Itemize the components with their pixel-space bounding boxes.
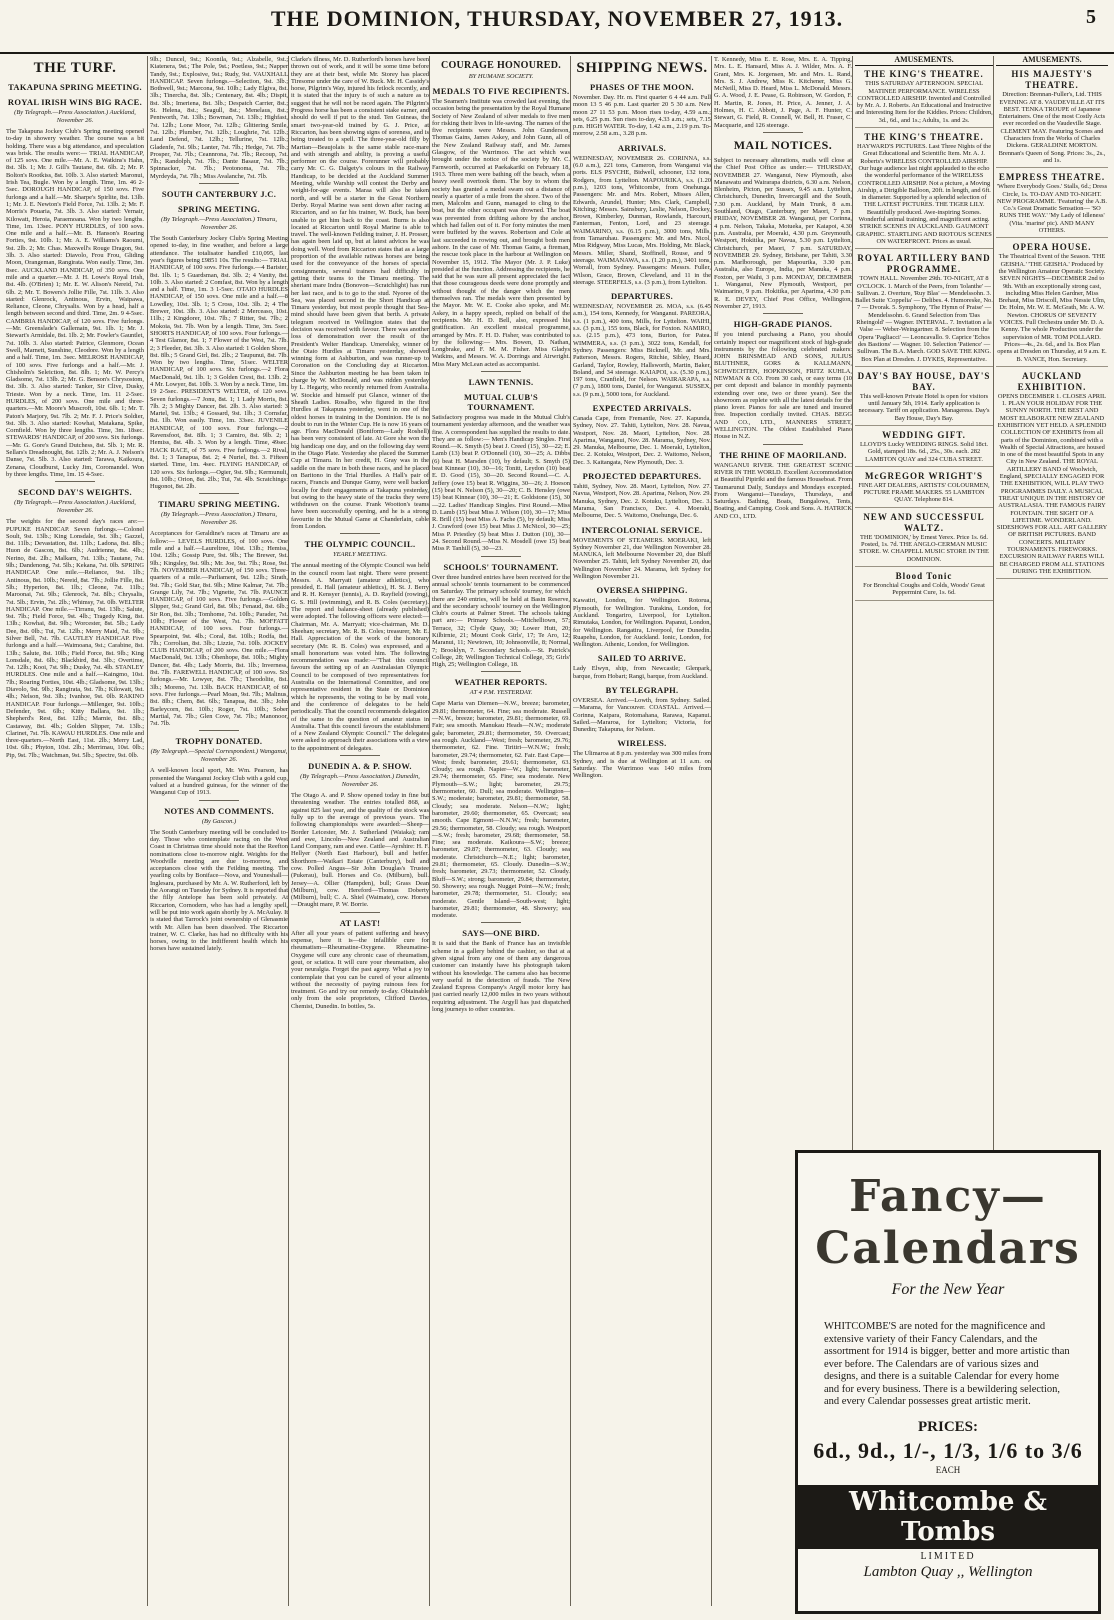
- article-body: Over three hundred entries have been received for the annual schools' tennis tournament to be commenced on Saturday. The primary schools' tourney, for which there are 240 entries, will be held at Basin Reserve, and the secondary schools' tourney on the Wellington Club's courts at Palmer Street. The schools taking part are:— Primary Schools.—Mitchelltown, 57; Terrace, 32; Clyde Quay, 30; Lower Hutt, 20; Kilbirnie, 21; Mount Cook Girls', 17; Te Aro, 12; Maranui, 11; Newtown, 10; Johnsonville, 8; Normal, 7; Brooklyn, 7. Secondary Schools.—St. Patrick's College, 28; Wellington Technical College, 35; Girls' High, 25; Wellington College, 18.: [432, 573, 570, 669]
- column-rule: [288, 56, 289, 1606]
- section-heading: AMUSEMENTS.: [996, 56, 1108, 66]
- amusement-advert: [855, 471, 993, 508]
- amusement-advert: [996, 172, 1108, 238]
- advert-tagline: For the New Year: [891, 1281, 1005, 1298]
- firm-logo: Whitcombe & Tombs: [798, 1485, 1098, 1549]
- divider: [481, 371, 521, 372]
- amusement-text: The Theatrical Event of the Season. 'THE GEISHA.' 'THE GEISHA.' Produced by the Wellington Amateur Operatic Society. SEVEN NIGHTS—DECEMBER 2nd to 9th. With an exceptionally strong cast, including Miss Helen Gardner, Miss Brehaut, Miss Driscoll, Miss Nessie Ulm, Dr. Holm, Mr. W. E. McGrath, Mr. A. W. Newton. CHORUS OF SEVENTY VOICES. Full Orchestra under Mr. D. A. Kenny. The whole Production under the supervision of MR. TOM POLLARD. Prices—4s., 2s. 6d., and 1s. Box Plan opens at Dresden on Thursday, at 9 a.m. E. B. VANCE, Hon. Secretary.: [997, 253, 1107, 363]
- amusement-text: TOWN HALL. November 29th. TO-NIGHT, AT 8 O'CLOCK. 1. March of the Peers, from 'Iolanthe' — Sullivan. 2. Overture, 'Ruy Blas' — Mendelssohn. 3. Ballet Suite 'Coppelia' — Delibes. 4. Humoreske, No. 7 — Dvorak. 5. Symphony, 'The Hymn of Praise' — Mendelssohn. 6. Grand Selection from 'Das Rheingold' — Wagner. INTERVAL. 7. Invitation a la Valse — Weber-Weingartner. 8. Selection from the Opera 'Pagliacci' — Leoncavallo. 9. Caprice 'Echos des Bastions' — Wagner. 10. Selection 'Patience' — Sullivan. The B.A. March. GOD SAVE THE KING. Box Plan at Dresden. J. DYKES, Representative.: [855, 275, 993, 363]
- amusement-text: LLOYD'S Lucky WEDDING RINGS. Solid 18ct. Gold, stamped 18s. 6d., 25s., 30s. each. 282 LAMBTON QUAY and 324 CUBA STREET.: [860, 440, 988, 463]
- article-body: The Takapuna Jockey Club's Spring meeting opened to-day in showery weather. The course was a bit holding. There was a big attendance, and speculation was brisk. The results were:— TRIAL HANDICAP, of 125 sovs. One mile.—Mr. A. E. Watkins's Hahn, 8st. 3lb. 1; Mr. J. Gill's Tautane, 8st. 6lb. 2; Mr. P. Bolton's Rootkiss, 8st. 10lb. 3. Also started: Maronui, Irish Tea, Bugle. Won by a length. Time, 1m. 46 2-5sec. DOROUGH HANDICAP, of 150 sovs. Five furlongs and a half.—Mr. Sharpe's Spirlite, 8st. 13lb. 1; Mr. J. E. Newton's Field Force, 7st. 13lb. 2; Mr. F. Morris's Pouaria, 7st. 3lb. 3. Also started: Vernair, Kilowatt, Heroia, Paraemoana. Won by two lengths. Time, 1m. 13sec. PONY HURDLES, of 100 sovs. One mile and a half.—Mr. B. Hanson's Roaring Forties, 9st. 10lb. 1; Mr. A. E. Williams's Raoumi, 9st. 2lb. 2; Mr. Chas. Maxwell's Rouge Dragon, 9st. 3lb. 3. Also started: Diavolo, Frou Frou, Gliding Moon, Orangeman, Rangirata. Won easily. Time, 3m. 8sec. AUCKLAND HANDICAP, of 350 sovs. One mile and a quarter.—Mr. J. H. Lowe's Royal Irish, 8st. 4lb. (O'Brien) 1; Mr. E. W. Alison's Nereid, 7st. 6lb. 2; Mr. T. Bowers's Jollie Fille, 7st. 11lb. 3. Also started: Glenrock, Antinous, Ervin, Waipawa, Reliance, Cleone, Chrysalis. Won by a head, half a length between second and third. Time, 2m. 9 4-5sec. CAMBRIA HANDICAP, of 120 sovs. Five furlongs.—Mr. Greenslade's Gallemain, 9st. 1lb. 1; Mr. J. Stewart's Armidale, 8st. 1lb. 2; Mr. Fowler's Gauntlet, 7st. 10lb. 3. Also started: Patrice, Glenmore, Ocean Swell, Marnett, Sunshine, Cleodore. Won by a length and a half. Time, 1m. 3sec. MELROSE HANDICAP, of 100 sovs. Five furlongs and a half.—Mr. J. Chisholm's Seleiction, 8st. 8lb. 1; Mr. W. Percy's Gladsome, 7st. 13lb. 2; Mr. G. Benson's Chrysostom, 8st. 3lb. 3. Also started: Tanker, Sir Clive, Dusky, Trieste. Won by a neck. Time, 1m. 11 2-5sec. HURDLES, of 200 sovs. One mile and three-quarters.—Mr. Moore's Muscroft, 10st. 6lb. 1; Mr. T. Paton's Marjory, 9st. 7lb. 2; Mr. F. J. Price's Soldier, 9st. 3lb. 3. Also started: Kowhai, Matakana, Spike, Cornfield. Won by three lengths. Time, 3m. 18sec. STEWARDS' HANDICAP, of 200 sovs. Six furlongs.—Mr. G. Gore's Grand Dutchess, 8st. 5lb. 1; Mr. R. Sellars's Dreadnought, 8st. 12lb. 2; Mr. A. J. Nelson's Danse, 7st. 5lb. 3. Also started: Tarawa, Kaikoura, Zenana, Cloudburst, Lucky Jim, Coromandel. Won by three lengths. Time, 1m. 15 4-5sec.: [6, 128, 144, 478]
- amusement-text: HAYWARD'S PICTURES. Last Three Nights of the Great Educational and Scientific Item. Mr. A. J. Roberts's WIRELESS CONTROLLED AIRSHIP. Our huge audience last night applauded to the echo the wonderful performance of the WIRELESS CONTROLLED AIRSHIP. Not a picture, a Moving Airship, a Dirigible Balloon, 20ft. in length, and 6ft. in diameter. Supported by a splendid selection of THE LATEST PICTURES. THE TIGER LILY. Beautifully produced. Awe-inspiring Scenes. Wonderful animal training, and magnificent acting. STRIKE SCENES IN AUCKLAND. GAUMONT GRAPHIC. STARTLING AND RIOTOUS SCENES ON WATERFRONT. Prices as usual.: [856, 143, 992, 245]
- section-heading: MAIL NOTICES.: [733, 137, 833, 152]
- article-subheading: BY HUMANE SOCIETY.: [468, 73, 534, 80]
- dateline: (By Telegraph.—Press Association.) Auckland, November 26.: [14, 499, 136, 515]
- prices-each: EACH: [935, 1464, 961, 1475]
- prices-label: PRICES:: [917, 1418, 978, 1435]
- divider: [199, 493, 239, 494]
- article-body: The Seamen's Institute was crowded last evening, the occasion being the presentation by the Royal Humane Society of New Zealand of silver medals to five men for risking their lives in life-saving. The names of the five recipients were Messrs. John Gunderson, Thomas Gains, James Askey, and John Gunn, all of the New Zealand Railway staff, and Mr. James Glasgow, of the Warrimoo. The act which was brought under the notice of the society by Mr. C. Farnworth, occurred at Paekakariki on February 18, 1913. Three men were bathing off the beach, when a heavy swell overtook them. The boy to whom the society has granted a medal swam out a distance of nearly a quarter of a mile from the shore. Two of the men, Malcolm and Gunn, managed to cling to the boat, but the other occupant was drowned. The boat was prevented from drifting ashore by the anchor, which had fallen out of it. For forty minutes the men were buffeted by the waves. Robertson and Cole at last succeeded in rowing out, and brought both men ashore. In the case of Mr. Thomas Gains, a fireman, the rescue took place in the harbour at Wellington on November 15, 1912. The Mayor (Mr. J. P. Luke) presided at the function. Addressing the recipients, he said that he was sure all present appreciated the fact that those courageous deeds were done promptly and without thought of the danger which the men themselves ran. The medals were then presented by the Mayor. Mr. W. E. Cooke also spoke, and Mr. Askey, in a happy speech, replied on behalf of the recipients. Mr. H. D. Bell, also, expressed his gratification. An excellent musical programme, arranged by Mrs. F. H. D. Fisher, was contributed to by the following:— Mrs. Bowen, D. Nathan, Longbrake, and F. M. M. Fisher. Miss Gladys Watkins, and Messrs. W. A. Dorrings and Airwright. Miss Mary McLean acted as accompanist.: [432, 98, 570, 368]
- divider: [481, 922, 521, 923]
- article-subheading: ROYAL IRISH WINS BIG RACE.: [7, 97, 143, 107]
- article-body: The Ulimaroa at 8 p.m. yesterday was 300 miles from Sydney, and is due at Wellington at 11 a.m. on Saturday. The Warrimoo was 140 miles from Wellington.: [573, 750, 711, 780]
- amusement-text: THE 'DOMINION,' by Ernest Yerex. Price 1s. 6d. Posted, 1s. 7d. THE ANGLO-CERMAN MUSIC STORE. W. CHAPPELL MUSIC STORE IN THE DOMINION.: [859, 533, 989, 563]
- article-body: Kawatiri, London, for Wellington. Rotorua, Plymouth, for Wellington. Turakina, London, for Auckland. Tongariro, Liverpool, for Lyttelton. Rimutaka, London, for Wellington. Papanui, London, for Wellington. Rangatira, Liverpool, for Dunedin. Ruapehu, London, for Auckland. Ionic, London, for Wellington. Athenic, London, for Wellington.: [573, 597, 711, 649]
- article-heading: SAILED TO ARRIVE.: [597, 653, 687, 664]
- advert-headline: Fancy—: [849, 1171, 1047, 1222]
- column-rule: [429, 56, 430, 1606]
- article-heading: WIRELESS.: [617, 738, 667, 749]
- article-body: T. Kennedy, Miss E. E. Rose, Mrs. E. A. Tipping, Mrs. L. E. Hansard, Miss A. J. Wilder, Mrs. A. F. Grant, Mrs. K. Jorgensen, Mr. and Mrs. L. Rand, Mrs. S. J. Andrew, Miss K. Kitchener, Miss G. McNeill, Miss D. Heard, Miss L. McDonald. Messrs. G. A. Wood, J. E. Pease, G. Robinson, W. Gordon, F. H. Martin, R. Jones, H. Price, A. Jenner, J. A. Holmes, H. C. Abbott, J. Page, A. F. Hunter, C. Stewart, G. Field, R. Connell, W. Bell, H. Fraser, C. Macquarie, and 126 steerage.: [714, 56, 852, 129]
- divider: [763, 132, 803, 133]
- amusement-title: DAY'S BAY HOUSE, DAY'S BAY.: [857, 370, 991, 392]
- article-subheading: PHASES OF THE MOON.: [590, 82, 694, 92]
- newspaper-title: THE DOMINION, THURSDAY, NOVEMBER 27, 1913.: [270, 6, 844, 31]
- article-heading: SCHOOLS' TOURNAMENT.: [443, 561, 559, 572]
- amusement-text: 'Where Everybody Goes.' Stalls, 6d.; Dress Circle, 1s. TO-DAY AND TO-NIGHT. NEW PROGRAMME. 'Featuring' the A.B. Co.'s Great Dramatic Sensation— 'SO RUNS THE WAY.' 'My Lady of Idleness' (Vita. 'marine' pic). AND MANY OTHERS.: [996, 183, 1108, 235]
- article-heading: THE OLYMPIC COUNCIL.: [304, 539, 416, 550]
- amusement-list: [855, 69, 993, 600]
- article-heading: OVERSEA SHIPPING.: [596, 585, 688, 596]
- column-courage: [432, 56, 570, 1606]
- article-body: The annual meeting of the Olympic Council was held in the council room last night. There were present: Messrs. A. Marryatt (amateur athletics), who presided, E. Hall (amateur athletics), H. St. J. Berry and R. H. Kensyer (tennis), A. D. Rayfield (rowing), G. S. Hill (swimming), and R. B. Coles (secretary). The report and balance-sheet (already published) were adopted. The following officers were elected:— Chairman, Mr. A. Marryatt; vice-chairman, Mr. D. Sheehan; secretary, Mr. R. B. Coles; treasurer, Mr. E. Hall. Appreciation of the work of the honorary secretary (Mr. R. B. Coles) was expressed, and a small honorarium was voted him. The following recommendation was made:—"That this council favours the setting up of an Australasian Olympic Council to be composed of two representatives for Australia on the International Committee, and one representative resident in the State or Dominion which he represents, the voting to be by mail vote, and the conference of delegates to be held periodically. That the council recommends delegation of the same to the question of amateur status in Australia. That this council favours the establishment of a New Zealand Olympic Council." The delegates were asked to approach their associations with a view to the appointment of delegates.: [291, 562, 429, 752]
- amusement-advert: [996, 371, 1108, 579]
- divider: [481, 556, 521, 557]
- firm-limited: LIMITED: [920, 1550, 976, 1562]
- byline: (By Gascon.): [201, 817, 237, 825]
- article-heading: SAYS—ONE BIRD.: [462, 928, 540, 939]
- amusement-text: OPENS DECEMBER 1. CLOSES APRIL 1. PLAN YOUR HOLIDAY FOR THE SUNNY NORTH. THE BEST AND MOST ELABORATE NEW ZEALAND EXHIBITION YET HELD. A SPLENDID COLLECTION OF EXHIBITS from all parts of the Dominion, combined with a Wealth of Special Attractions, are housed in one of the most beautiful Spots in any City in New Zealand. THE ROYAL ARTILLERY BAND of Woolwich, England, SPECIALLY ENGAGED FOR THE EXHIBITION, WILL PLAY TWO PROGRAMMES DAILY. A MUSICAL TREAT UNIQUE IN THE HISTORY OF AUSTRALASIA. THE FAMOUS FAIRY FOUNTAIN. THE SIGHT OF A LIFETIME. WONDERLAND. SIDESHOWS FOR ALL. ART GALLERY OF BRITISH PICTURES. BAND CONCERTS. MILITARY TOURNAMENTS. FIREWORKS. EXCURSION RAILWAY FARES WILL BE CHARGED FROM ALL STATIONS DURING THE EXHIBITION.: [996, 392, 1108, 575]
- article-body: WEDNESDAY, NOVEMBER 26. CORINNA, s.s. (6.0 a.m.), 221 tons, Cameron, from Wanganui via ports. ELS PSYCHE, Bidwell, schooner, 132 tons, Rodgers, from Lyttelton. MAPOURIKA, s.s. (1.20 p.m.), 1203 tons, Whitcombe, from Onehunga. Passengers: Mr. and Mrs. Robert, Misses Allen, Edwards, Arundel, Hunter; Mrs. Clark, Campbell, Kitching; Messrs. Sainsbury, Leslie, Nelson, Dockey, Brown, Kimberley, Dunman, Rowlands, Harcourt, Fanterman, Fenton, Lord, and 23 steerage. WAIMARINO, s.s. (6.15 p.m.), 3000 tons, Mills, from Tamaruhau. Passengers: Mr. and Mrs. Nicol, Miss Ridgway, Miss Lucas, Mrs. Holding, Mr. Black, Messrs. Miller, Shand, Stoffinell, Rouse, and 9 steerage. WAIMANAWA, s.s. (1.20 p.m.), 3401 tons, Worrall, from Sydney. Passengers: Messrs. Fuller, Wilson, Grace, Brown, Cleveland, and 11 in the steerage. STEERFELS, s.s. (3 p.m.), from Lyttelton.: [573, 154, 711, 286]
- article-body: Canada Cape, from Fremantle, Nov. 27. Kapunda, Sydney, Nov. 27. Tahiti, Lyttelton, Nov. 28. Navua, Westport, Nov. 28. Maori, Lyttelton, Nov. 28. Aparima, Wanganui, Nov. 28. Marama, Sydney, Nov. 29. Manuka, Melbourne, Dec. 1. Moeraki, Lyttelton, Dec. 2. Kotuku, Westport, Dec. 2. Waitomo, Nelson, Dec. 3. Kaitangata, New Plymouth, Dec. 3.: [573, 414, 711, 466]
- article-subheading: SPRING MEETING.: [178, 204, 260, 215]
- amusement-advert: [855, 371, 993, 426]
- amusement-title: OPERA HOUSE.: [1012, 242, 1092, 253]
- advert-heading: HIGH-GRADE PIANOS.: [733, 319, 833, 330]
- article-heading: EXPECTED ARRIVALS.: [592, 402, 692, 413]
- amusement-text: For Bronchial Coughs and Colds, Woods' Great Peppermint Cure, 1s. 6d.: [863, 581, 985, 597]
- amusement-list: [996, 69, 1108, 579]
- article-body: Tahiti, Sydney, Nov. 28. Maori, Lyttelton, Nov. 27. Navua, Westport, Nov. 28. Aparima, Nelson, Nov. 29. Manuka, Sydney, Dec. 2. Kotuku, Lyttelton, Dec. 3. Marama, San Francisco, Dec. 4. Moeraki, Melbourne, Dec. 5. Waitomo, Onehunga, Dec. 6.: [573, 483, 711, 520]
- article-body: A well-known local sport, Mr. Wm. Pearson, has presented the Wanganui Jockey Club with a gold cup, valued at a hundred guineas, for the winner of the Wanganui Cup of 1913.: [150, 767, 288, 797]
- dateline: (By Telegraph.—Press Association.) Timaru, November 26.: [160, 216, 278, 232]
- masthead: [0, 0, 1114, 54]
- article-body: 9lb.; Duncel, 9st.; Koonila, 9st.; Alzabelle, 9st.; Kiatenera, 9st.; The Pole, 9st.; Poetless, 9st.; Napper Tandy, 9st.; Explosive, 9st.; Rudy, 9st. VAUXHALL HANDICAP. Seven furlongs.—Selection, 9st. 3lb.; Bothwell, 9st.; Marcona, 9st. 10lb.; Lady Elgiva, 8st. 3lb.; Tinercha, 8st. 3lb.; Centenary, 8st. 4lb.; Dispit, 8st. 3lb.; Imeriena, 8st. 3lb.; Despatch Carrier, 8st.; St. Helena, 8st.; Seagull, 8st.; Menelaus, 8st.; Pentworth, 7st. 13lb.; Bowman, 7st. 13lb.; Highfast, 7st. 12lb.; Lone Moor, 7st. 12lb.; Glittering Smile, 7st. 12lb.; Plumber, 7st. 12lb.; Loughrie, 7st. 12lb.; Land Defend, 7st. 12lb.; Tellurine, 7st. 12lb.; Gladenfe, 7st. 9lb.; Lanter, 7st. 7lb.; Hedge, 7st. 7lb.; Prosper, 7st. 7lb.; Ceannrona, 7st. 7lb.; Recoup, 7st. 7lb.; Randolph, 7st. 7lb.; Dante Basaur, 7st. 7lb.; Spinnacker, 7st. 7lb.; Peotonoma, 7st. 7lb.; Myrdeyda, 7st. 7lb.; Miss Avalanche, 7st. 7lb.: [150, 56, 288, 180]
- divider: [340, 912, 380, 913]
- amusement-title: ROYAL ARTILLERY BAND PROGRAMME.: [857, 253, 991, 275]
- column-rule: [570, 56, 571, 1606]
- amusement-advert: [996, 69, 1108, 168]
- article-heading: WEATHER REPORTS.: [454, 677, 548, 688]
- column-shipping: [573, 56, 711, 1606]
- article-heading: LAWN TENNIS.: [468, 376, 534, 387]
- column-rule: [147, 56, 148, 1606]
- amusement-title: NEW AND SUCCESSFUL WALTZ.: [863, 511, 985, 533]
- article-body: OVERSEA. Arrived.—Lowth, from Sydney. Sailed.—Marama, for Vancouver. COASTAL. Arrived.—Corinna, Kaipara, Rotomahana, Rarawa, Kapanui. Sailed.—Mararoa, for Lyttelton; Victoria, for Dunedin; Takapuna, for Nelson.: [573, 697, 711, 734]
- section-heading: AMUSEMENTS.: [855, 56, 993, 66]
- article-body: Cape Maria van Diemen—N.W., breeze; barometer, 29.81; thermometer, 64. Fine; sea moderate. Russell—N.W., breeze; barometer, 29.81; thermometer, 69. Fair; sea smooth. Manukau Heads—N.W.; moderate gale; barometer, 29.81; thermometer, 59. Overcast; sea rough. Auckland—West; fresh; barometer, 29.76; thermometer, 62. Fine. Tiritiri—W.N.W.; fresh; barometer, 29.74; thermometer, 62. Fair. East Cape—West; fresh; barometer, 29.61; thermometer, 63. Cloudy; sea rough. Napier—W.; light; barometer, 29.74; thermometer, 65. Fine; sea moderate. New Plymouth—S.W.; light; barometer, 29.75; thermometer, 60. Dull; sea moderate. Wellington—S.W.; moderate; barometer, 29.81; thermometer, 58. Cloudy; sea moderate. Nelson—N.W.; light; barometer, 29.60; thermometer, 65. Overcast; sea smooth. Cape Egmont—N.N.W.; fresh; barometer, 29.56; thermometer, 58. Cloudy; sea rough. Westport—S.W.; fresh; barometer, 29.68; thermometer, 58. Fine; sea moderate. Kaikoura—S.W.; breeze; barometer, 29.87; thermometer, 63. Cloudy; sea moderate. Christchurch—N.E.; light; barometer, 29.81; thermometer, 65. Cloudy. Dunedin—S.W.; fresh; barometer, 29.73; thermometer, 52. Cloudy. Bluff—S.W.; strong; barometer, 29.84; thermometer, 50. Showery; sea rough. Nugget Point—N.W.; fresh; barometer, 29.78; thermometer, 51. Cloudy; sea moderate. Gentle Island—South-west; light; barometer, 29.81; thermometer, 48. Showery; sea moderate.: [432, 700, 570, 920]
- divider: [199, 183, 239, 184]
- article-heading: COURAGE HONOURED.: [440, 60, 562, 71]
- dateline: (By Telegraph.—Press Association.) Auckland, November 26.: [14, 109, 136, 124]
- column-racing: [150, 56, 288, 1606]
- amusement-title: WEDDING GIFT.: [882, 429, 966, 440]
- divider: [199, 800, 239, 801]
- article-subheading: YEARLY MEETING.: [332, 551, 388, 559]
- dateline: (By Telegraph.—Special Correspondent.) Wanganui, November 26.: [150, 748, 288, 764]
- advert-body: WANGANUI RIVER. THE GREATEST SCENIC RIVER IN THE WORLD. Excellent Accommodation at Beautiful Pipiriki and the famous Houseboat. From Taumarunui Daily, Sundays and Mondays excepted. From Wanganui—Tuesdays, Thursdays, and Saturdays. Bathing, Boats, Bungalows, Tents, Boating, and Camping. Cook and Sons. A. HATRICK AND CO., LTD.: [714, 461, 852, 520]
- divider: [763, 444, 803, 445]
- amusement-title: HIS MAJESTY'S THEATRE.: [1011, 69, 1093, 91]
- article-body: Acceptances for Geraldine's races at Timaru are as follow:— LEVELS HURDLES, of 100 sovs. One mile and a half.—Laureltree, 10st. 13lb.; Hemiss, 10st. 12lb.; Gossip Pure, 9st. 9lb.; The Brewer, 9st. 9lb.; Kingsley, 9st. 9lb.; Mr. Joe, 9st. 7lb.; Rose, 9st. 7lb. NOVEMBER HANDICAP, of 150 sovs. Three-quarters of a mile.—Parliament, 9st. 12lb.; Sirath, 9st. 7lb.; Gold Star, 8st. 9lb.; Mine Kalmar, 7st. 7lb.; Grange Lily, 7st. 7lb.; Vignette, 7st. 7lb. PAUNCE HANDICAP, of 100 sovs. Five furlongs.—Golden Slipper, 9st.; Grand Girl, 8st. 9lb.; Fenaud, 8st. 6lb.; Sir Ron, 8st. 3lb.; Tomhome, 7st. 10lb.; Parader, 7st. 10lb.; Flower of the West, 7st. 7lb. MOFFATT HANDICAP, of 100 sovs. Four furlongs.—Spearpoint, 9st. 4lb.; Coral, 8st. 10lb.; Rodfa, 8st. 7lb.; Corrolian, 8st. 3lb.; Lizzie, 7st. 10lb. JOCKEY CLUB HANDICAP, of 200 sovs. One mile.—Flora MacDonald, 9st. 13lb.; Ohenhope, 8st. 10lb.; Mighty Dancer, 8st. 4lb.; Lady Morris, 8st. 1lb.; Inverness, 8st. 7lb. FAREWELL HANDICAP, of 100 sovs. Six furlongs.—Mr. Lowyer, 8st. 7lb.; Theodolite, 8st. 3lb.; Moreno, 7st. 13lb. BACK HANDICAP, of 60 sovs. Five furlongs.—Pearl Moan, 9st. 7lb.; Malinus, 8st. 8lb.; Chem, 8st. 6lb.; Tanapua, 8st. 3lb.; John Barleycorn, 8st. 10lb.; Roger, 7st. 10lb.; Sober Martial, 7st. 7lb.; Glen Cove, 7st. 7lb.; Manonoor, 7st. 7lb.: [150, 530, 288, 728]
- advert-body: WHITCOMBE'S are noted for the magnificence and extensive variety of their Fancy Calendars, and the assortment for 1914 is bigger, better and more artistic than ever before. The Calendars are of various sizes and designs, and there is a suitable Calendar for every home and for every business. There is a bewildering selection, and every Calendar possesses great artistic merit.: [824, 1321, 1070, 1407]
- article-heading: TROPHY DONATED.: [175, 736, 263, 747]
- article-heading: TIMARU SPRING MEETING.: [158, 499, 280, 510]
- column-amusements-right: [996, 56, 1108, 1146]
- column-turf: [6, 56, 144, 1606]
- advert-heading: THE RHINE OF MAORILAND.: [719, 449, 847, 460]
- article-heading: SECOND DAY'S WEIGHTS.: [18, 487, 132, 498]
- article-subheading: MUTUAL CLUB'S TOURNAMENT.: [463, 391, 539, 412]
- divider: [481, 671, 521, 672]
- article-body: Clarke's illness, Mr. D. Rutherford's horses have been thrown out of work, and it will be some time before they are at their best, while Mr. Storey has placed Tiresome under the care of W. Buck. Mr. H. Cassidy's horse, Pilgrim's Way, injured his fetlock recently, and it is stated that the injury is of such a nature as to suggest that he will not be raced again. The Pilgrim's Progress horse has been a consistent stake earner, and should do well if put to the stud. Ten Guineas, the smart two-year-old trained by G. J. Price, at Riccarton, has been showing signs of soreness, and is being treated to a spell. The three-year-old filly by Martian—Beaujolais is the same stable race-mare and with strength and ability, is proving a useful performer on the course. Forerunner will probably carry Mr. C. G. Dalgety's colours in the Railway Handicap, to be decided at the Auckland Summer Meeting, while Warship will contest the Derby and weight-for-age events. Maraa will also be taken north, and will be a starter in the Great Northern Derby. Royal Marine was sent down after racing at Riccarton, and so far his trainer, W. Buck, has been unable to get him back to the coast. Burns is also located at Riccarton until Royal Marine is able to travel. The well-known Feilding trainer, J. H. Prosser, has again been laid up, but at latest advices he was doing well. Word from Riccarton states that as a large proportion of the available ratiwas horses are being used for the conveyance of the horses of special consignments, several trainers had difficulty in getting their teams to the Timaru meeting. The sheriant mare Indra (Bonovon—Scratchlight) has run her last race, and is to go to the stud. Nyoree of the Sea, was placed second in the Short Handicap at Timaru yesterday, but most people thought that Sea-mind should have been given that berth. A private telegram received in Wellington states that the decision was received with favour. There was another loss of demonstration over the result of the President's Welter Handicap. Umerelsky, winner of the Otaio Hurdles at Timaru yesterday, showed winning form at Ashburton, and was runner-up to Coronation on the Concluding day at Riccarton. Since the Ashburton meeting he has been taken in charge by W. McDonald, and was ridden yesterday by L. Hegarty, who recently returned from Australia. W. Stockie and himself put Glance, winner of the Sheath Ladies. Rosalbo, who figured in the first Hurdles at Takapuna yesterday, went in one of the oldest horses in training in the Dominion. He is no doubt to run in the Winter Cup. He is now 16 years of age. Flora MacDonald (Boniform—Lady Roshell) has been very consistent of late. At Gore she won the big handicap one day, and on the following day went in the Otago Plate. Yesterday she placed the Summer Cup at Timaru. In her credit, H. Gray was in the saddle on the mare in both these races, and he placed on Baritono in the Trial Hurdles. A Hall's pair of racers, Francis and Dunque Gumy, were well backed locally for their engagements at Takapuna yesterday, but owing to the heavy state of the tracks they were withdrawn on the course. Frank Wootton's teams have been successfully opening, and he is a strong favourite in the Mutual Game at Chanderlain, cable from London.: [291, 56, 429, 530]
- column-notes: [291, 56, 429, 1606]
- amusement-title: THE KING'S THEATRE.: [864, 132, 984, 143]
- dateline: (By Telegraph.—Press Association.) Dunedin, November 26.: [300, 773, 420, 789]
- article-heading: BY TELEGRAPH.: [605, 685, 679, 695]
- amusement-advert: [855, 430, 993, 467]
- article-body: The South Canterbury Jockey Club's Spring Meeting opened to-day, in fine weather, and before a large attendance. The totalisator handled £10,095, last year's figures being £9851 10s. The results:— TRIAL HANDICAP, of 100 sovs. Five furlongs.—4 Barister, 8st. 1lb. 1; 5 Guardsman, 8st. 3lb. 2; 4 Vanity, 8st. 10lb. 3. Also started: 2 Comfast, 8st. Won by a length and a half. Time, 1m. 3 1-5sec. OTAIO HURDLES HANDICAP, of 150 sovs. One mile and a half.—8 Lowdley, 10st. 3lb. 1; 5 Cross, 10st. 3lb. 2; 4 The Brewer, 10st. 3lb. 3. Also started: 2 Merceaso, 10st. 11lb.; 2 Kingdorer, 10st. 7lb.; 7 Ritter, 9st. 7lb.; 2 Mokoia, 9st. 7lb. Won by a length. Time, 3m. 5sec. SHORTS HANDICAP, of 100 sovs. Four furlongs.—4 Test Glamor, 8st. 1; 7 Flower of the West, 7st. 7lb. 2; 3 Fleeder, 8st. 3lb. 3. Also started: 1 Golden Shore, 8st. 8lb.; 5 Grand Girl, 8st. 2lb.; 2 Taupunui, 8st. 7lb. Won by two lengths. Time, 51sec. WELTER HANDICAP, of 100 sovs. Six furlongs.—2 Flora MacDonald, 9st. 1lb. 1; 3 Golden Crest, 8st. 13lb. 2; 4 Mr. Lowyer, 8st. 10lb. 3. Won by a neck. Time, 1m. 19 2-5sec. PRESIDENT'S WELTER, of 120 sovs. Seven furlongs.—7 Jonu, 8st. 1; 1 Lady Morris, 8st. 7lb. 2; 3 Mighty Dancer, 8st. 2lb. 3. Also started: 3 Martel, 9st. 13lb.; 4 Gossard, 9st. 1lb.; 3 Cornsfar, 8st. 1lb. Won easily. Time, 1m. 33sec. JUVENILE HANDICAP, of 100 sovs. Four furlongs.—2 Ravensfoot, 8st. 8lb. 1; 3 Camiro, 8st. 9lb. 2; 1 Hemiss, 8st. 4lb. 3. Won by a length. Time, 49sec. HACK RACE, of 75 sovs. Five furlongs.—2 Rival, 8st. 1; 3 Tanapua, 8st. 2; 4 Nuriel, 8st. 3. Fifteen started. Time, 1m. 4sec. FLYING HANDICAP, of 120 sovs. Six furlongs.—Ogier, 9st. 9lb.; Kermunuli, 8st. 10lb.; Orion, 8st. 2lb.; Tui, 7st. 4lb. Scratchings: Hugonot, 8st. 2lb.: [150, 235, 288, 491]
- article-heading: TAKAPUNA SPRING MEETING.: [8, 82, 142, 92]
- amusement-advert: [855, 512, 993, 567]
- article-subheading: MEDALS TO FIVE RECIPIENTS.: [432, 86, 570, 96]
- section-heading: SHIPPING NEWS.: [576, 60, 708, 76]
- article-heading: AT LAST!: [339, 917, 381, 928]
- article-body: November. Day. Hr. m. First quarter 6 4 44 a.m. Full moon 13 5 46 p.m. Last quarter 20 5 30 a.m. New moon 27 11 53 p.m. Moon rises to-day, 4.59 a.m.; sets, 6.25 p.m. Sun rises to-day, 4.33 a.m.; sets, 7.15 p.m. HIGH WATER. To-day, 1.42 a.m., 2.19 p.m. To-morrow, 2.58 a.m., 3.28 p.m.: [573, 94, 711, 138]
- amusement-text: This well-known Private Hotel is open for visitors until January 5th, 1914. Early application is necessary. Tariff on application. Manageress. Day's Bay House, Day's Bay.: [858, 392, 990, 422]
- amusement-advert: [855, 253, 993, 367]
- article-heading: ARRIVALS.: [617, 142, 667, 153]
- amusement-text: THIS SATURDAY AFTERNOON. SPECIAL MATINEE PERFORMANCE. WIRELESS CONTROLLED AIRSHIP. Invented and Controlled by Mr. A. J. Roberts. An Educational and Instructive and Interesting Item for the Kiddies. Prices: Children, 3d., 6d., and 1s.; Adults, 1s. and 2s.: [855, 80, 993, 124]
- amusement-title: AUCKLAND EXHIBITION.: [1017, 370, 1087, 392]
- amusement-text: FINE ART DEALERS, ARTISTS' COLOURMEN, PICTURE FRAME MAKERS. 55 LAMBTON QUAY. Telephone 814.: [858, 481, 990, 504]
- article-heading: DEPARTURES.: [610, 291, 674, 302]
- article-heading: INTERCOLONIAL SERVICE.: [581, 524, 703, 535]
- amusement-text: Direction: Brennan-Fuller's, Ltd. THIS EVENING AT 8. VAUDEVILLE AT ITS BEST. TENKA TROUPE of Japanese Entertainers. One of the most Costly Acts ever recorded on the Vaudeville Stage. CLEMENT MAY. Featuring Scenes and Characters from the Works of Charles Dickens. GERALDINE MORTON. Brennan's Queen of Song. Prices: 3s., 2s., and 1s.: [998, 91, 1106, 164]
- article-body: MOVEMENTS OF STEAMERS. MOERAKI, left Sydney November 21, due Wellington November 28. MANUKA, left Melbourne November 20, due Bluff November 25. Tahiti, left Sydney November 20, due Wellington November 24. Marama, left Sydney for Wellington November 21.: [573, 536, 711, 581]
- divider: [763, 313, 803, 314]
- article-body: Subject to necessary alterations, mails will close at the Chief Post Office as under:— THURSDAY, NOVEMBER 27. Wanganui, New Plymouth, also Manawatu and Wairarapa districts, 6.30 a.m. Nelson, Blenheim, Picton, per Sussex, 9.45 a.m. Lyttelton, Christchurch, Dunedin, Invercargill and the South, 7.30 p.m. Auckland, by Main Trunk, 8 a.m. Southland, Otago, Canterbury, per Maori, 7 p.m. FRIDAY, NOVEMBER 28. Wanganui, per Corinna, 4 p.m. Nelson, Takaka, Motueka, per Kaiapoi, 4.30 p.m. Australia, per Moeraki, 4.30 p.m. Greymouth, Westport, Hokitika, per Navua, 5.30 p.m. Lyttelton, Christchurch, per Maori, 7 p.m. SATURDAY, NOVEMBER 29. Sydney, Brisbane, per Tahiti, 3.30 p.m. Marlborough, per Mapourika, 3.30 p.m. Australia, also Europe, India, per Manuka, 4 p.m. Foxton, per Waihi, 3 p.m. MONDAY, DECEMBER 1. Wanganui, New Plymouth, Westport, per Waimarino, 9 p.m. Hokitika, per Aparima, 4.30 p.m. R. E. DEVEY, Chief Post Office, Wellington, November 27, 1913.: [714, 156, 852, 310]
- amusement-title: EMPRESS THEATRE.: [998, 172, 1106, 183]
- firm-address: Lambton Quay ,, Wellington: [863, 1563, 1033, 1580]
- article-body: It is said that the Bank of France has an invisible scheme in a gallery behind the cashier, so that at a given signal from any one of them any dangerous customer can instantly have his photograph taken without his knowledge. The camera also has become very useful in the detection of frauds. The New Zealand Express Company's Argyll motor lorry has just carried nearly 12,000 miles in two years without requiring adjustment. The Argyll has just dispatched long journeys to other countries.: [432, 940, 570, 1014]
- amusement-advert: [855, 132, 993, 249]
- article-body: Satisfactory progress was made in the Mutual Club's tournament yesterday afternoon, and the weather was fine. A correspondent has supplied the results to date. They are as follow:— Men's Handicap Singles. First Round.—K. Smyth (5) beat J. Creed (15), 30—22; E. Lamb (13) beat P. O'Donnell (10), 30—25; A. Dibbs (6) beat H. Marsden (10), by default; S. Smyth (5) beat Kinnear (10), 30—16; Tonitt, Leydon (10) beat E. D. Good (15), 30—20. Second Round.—C. A. Jeffery (owe 15) beat R. Wiggins, 30—26; J. Hoeson (15) beat N. Nelson (5), 30—20; C. B. Hensley (owe 15) beat Kinnear (10), 30—21; E. Goldstone (15), 30—22. Ladies' Handicap Singles. First Round.—Miss D. Lamb (15) beat Miss J. Wilson (10), 30—17; Miss R. Brill (15) beat Miss A. Fache (5), by default; Miss J. Crawford (owe 15) beat Miss J. McNicol, 30—25; Miss P. Priestley (5) beat Miss J. Dutton (10), 30—24. Second Round.—Miss N. Mosdell (owe 15) beat Miss P. Tanhill (5), 30—23.: [432, 413, 570, 553]
- article-heading: PROJECTED DEPARTURES.: [582, 471, 702, 482]
- divider: [340, 533, 380, 534]
- article-heading: NOTES AND COMMENTS.: [164, 805, 274, 816]
- section-heading: THE TURF.: [33, 60, 117, 76]
- amusement-title: McGREGOR WRIGHT'S: [864, 470, 984, 481]
- article-heading: DUNEDIN A. & P. SHOW.: [308, 761, 412, 772]
- article-body: The South Canterbury meeting will be concluded to-day. Those who contemplate racing on the West Coast in Christmas time should note that the Reefton nominations close to-morrow night. Weights for the Woodville meeting are due to-morrow, and acceptances close with the Feilding meeting. The yearling colts by Boniface—Nova, and Youneshall—Inglesara, purchased by Mr. A. W. Rutherford, left by the Aorangi on Tuesday for Sydney. It is reported that the filly Antelope has been sold privately. At Riccarton, Cornodern, who has had a lengthy spell, will be put into work again shortly by A. McAulay. It is stated that Tarrock's joint ownership of Glenasmie with Mr. Allen has been dissolved. The Riccarton trainer, W. C. Clarke, has had no difficulty with his horses, owing to the indifferent health which his horses have sustained lately.: [150, 828, 288, 953]
- advert-body: If you intend purchasing a Piano, you should certainly inspect our magnificent stock of high-grade instruments by the following celebrated makers: JOHN BRINSMEAD AND SONS, JULIUS BLUTHNER, GORS & KALLMANN, SCHWECHTEN, HOPKINSON, FRITZ KUHLA, NEWMAN & CO. From 30 cash, or easy terms (10 per cent deposit and balance in monthly payments extending over one, two or three years). See the showroom as replete with all the latest details for the piano lover. Pianos for sale are tuned and insured free. Inspection cordially invited. CHAS. BEGG AND CO., LTD., MANNERS STREET, WELLINGTON. The Oldest Established Piano House in N.Z.: [714, 331, 852, 441]
- article-subheading: AT 4 P.M. YESTERDAY.: [469, 689, 533, 697]
- column-rule: [711, 56, 712, 1606]
- amusement-advert: [996, 242, 1108, 366]
- article-heading: SOUTH CANTERBURY J.C.: [161, 189, 277, 200]
- article-body: After all your years of patient suffering and heavy expense, here it is—the infallible cure for rheumatism—Rheumatine-Oxygene. Rheumatine-Oxygene will cure any chronic case of rheumatism, gout, or sciatica. It will cure your rheumatism, also your neuralgia. Forget the past agony. What a joy to contemplate that you can be cured of your ailments without the necessity of paying ruinous fees for treatment. Go and try our remedy to-day. Obtainable only from the sole proprietors, Clifford Davies, Chemist, Dunedin. In bottles, 5s.: [291, 929, 429, 1010]
- article-body: WEDNESDAY, NOVEMBER 26. MOA, s.s. (6.45 a.m.), 154 tons, Kennedy, for Wanganui. PAREORA, s.s. (1 p.m.), 400 tons, Mills, for Lyttelton. WAIHI, s.s. (3 p.m.), 155 tons, Black, for Foxton. NAMIRO, s.s. (2.15 p.m.), 473 tons, Burton, for Patea. WIMMERA, s.s. (3 p.m.), 3022 tons, Kendall, for Sydney. Passengers: Miss Bicknell, Mr. and Mrs. Patterson, Messrs. Rogers, Ritchie, Sibley, Heard, Garland, Taylor, Rowley, Hallsworth, Martin, Baker, Boland, and 34 steerage. KAIAPOI, s.s. (5.30 p.m.), 197 tons, Cranfield, for Nelson. WAIRARAPA, s.s. (7 p.m.), 1800 tons, Daniel, for Wanganui. SUSSEX, s.s. (9 p.m.), 5000 tons, for Auckland.: [573, 303, 711, 398]
- article-body: The weights for the second day's races are:— PUPUKE HANDICAP. Seven furlongs.—Colonel Soult, 9st. 13lb.; King Lonsdale, 9st. 3lb.; Gazzel, 8st. 11lb.; Devastation, 8st. 11lb.; Ladona, 8st. 8lb.; Huon de Gascon, 8st. 6lb.; Audrienne, 8st. 4lb.; Nerino, 8st. 2lb.; Malkarn, 7st. 13lb.; Tautane, 7st. 9lb.; Dandenong, 7st. 5lb.; Kekana, 7st. 0lb. SPRING HANDICAP. One mile.—Reliance, 9st. 1lb.; Antinous, 8st. 10lb.; Nereid, 8st. 7lb.; Jollie Fille, 8st. 5lb.; Hyperion, 8st. 1lb.; Cleone, 7st. 11lb.; Maroonai, 7st. 9lb.; Glenrock, 7st. 8lb.; Chrysalis, 7st. 5lb.; Ervin, 7st. 2lb.; Whimsy, 7st. 0lb. WELTER HANDICAP. One mile.—Tirranu, 9st. 13lb.; Salute, 9st. 7lb.; Field Force, 9st. 4lb.; Tragedy King, 8st. 13lb.; Kowhai, 8st. 9lb.; Worcester, 8st. 5lb.; Lady Dee, 8st. 0lb.; Tui, 7st. 12lb.; Merry Maid, 7st. 9lb.; Silver Bell, 7st. 7lb. CAUTLEY HANDICAP. Five furlongs and a half.—Waimoana, 9st.; Carabine, 8st. 13lb.; Salute, 8st. 10lb.; Field Force, 8st. 9lb.; King Lonsdale, 8st. 6lb.; Blackbird, 8st. 3lb.; Overtime, 7st. 12lb.; Kooi, 7st. 9lb.; Dusky, 7st. 4lb. STANLEY HURDLES. One mile and a half.—Kaingmo, 10st. 7lb.; Roaring Forties, 10st. 4lb.; Gladsome, 9st. 13lb.; Diavolo, 9st. 9lb.; Rangirata, 9st. 7lb.; Kilowatt, 9st. 4lb.; Nelson, 9st. 3lb.; Ivanhoe, 9st. 0lb. RAKINO HANDICAP. Four furlongs.—Millenger, 9st. 10lb.; Defender, 9st. 6lb.; Kitty Ballara, 9st. 1lb.; Shepherd's Rest, 8st. 12lb.; Marnie, 8st. 8lb.; Castaway, 8st. 4lb.; Golden Slipper, 7st. 13lb.; Clarinet, 7st. 7lb. KAWAU HURDLES. One mile and three-quarters.—North East, 11st. 2lb.; Merry Lad, 10st. 6lb.; Phyton, 10st. 2lb.; Merrimau, 10st. 0lb.; Pip, 9st. 7lb.; Watchman, 9st. 5lb.; Spectre, 9st. 0lb.: [6, 518, 144, 759]
- prices-value: 6d., 9d., 1/-, 1/3, 1/6 to 3/6: [813, 1437, 1083, 1463]
- amusement-advert: [855, 69, 993, 128]
- column-amusements-left: [855, 56, 993, 1146]
- divider: [199, 730, 239, 731]
- calendar-advert: [795, 1150, 1101, 1614]
- page-number: 5: [1086, 6, 1096, 28]
- amusement-title: Blood Tonic: [895, 570, 953, 581]
- amusement-title: THE KING'S THEATRE.: [864, 69, 984, 80]
- divider: [55, 481, 95, 482]
- article-body: The Otago A. and P. Show opened today in fine but threatening weather. The entries totalled 868, as against 825 last year, and the quality of the stock was fully up to the average of previous years. The following championships were awarded:—Sheep—Border Leicester, Mr. J. Sutherland (Waiaka); ram and ewe, Lincoln—New Zealand and Australian Land Company, ram and ewe. Cattle—Ayrshire: H. F. Hellyer (North East Harbour), bull and heifer. Shorthorn—Waikari Estate (Canterbury), bull and cow. Polled Angus—Sir John Douglas's Trustee (Pukerau), bull. Horses and Co. (Milburn), bull. Jersey—A. Ollier (Hampden), bull; Grass Dean (Milburn), cow. Hereford—Thomas Doberty (Milburn), bull; C. A. Shiel (Waimate), cow. Horses—Draught mare, P. W. Borrie.: [291, 792, 429, 909]
- article-body: Lady Elwyn, ship, from Newcastle; Glenpark, barque, from Hobart; Rangi, barque, from Auckland.: [573, 665, 711, 680]
- advert-headline: Calendars: [815, 1223, 1081, 1274]
- amusement-advert: [855, 571, 993, 601]
- divider: [340, 755, 380, 756]
- dateline: (By Telegraph.—Press Association.) Timaru, November 26.: [160, 511, 278, 527]
